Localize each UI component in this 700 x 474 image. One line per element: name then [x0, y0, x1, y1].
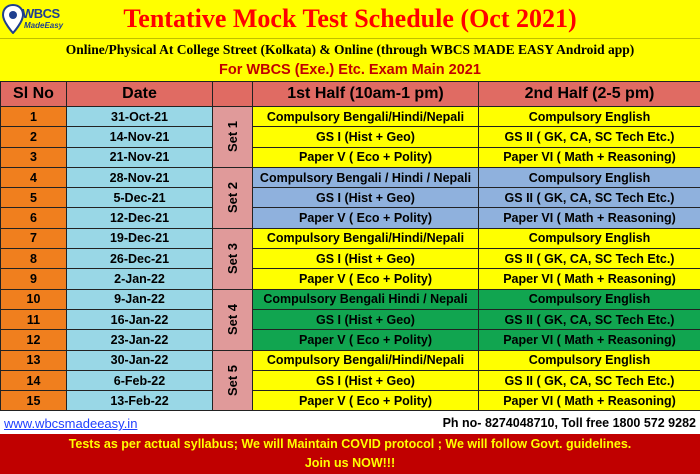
second-half-cell: Paper VI ( Math + Reasoning): [479, 208, 700, 228]
date-cell: 30-Jan-22: [67, 350, 213, 370]
second-half-cell: Compulsory English: [479, 289, 700, 309]
title-band: [0, 0, 700, 38]
sl-no-cell: 8: [1, 249, 67, 269]
sl-no-cell: 15: [1, 391, 67, 411]
set-label: Set 5: [224, 364, 240, 397]
header-first-half: 1st Half (10am-1 pm): [253, 82, 479, 107]
set-label-cell: [213, 107, 253, 168]
table-row: [1, 370, 700, 390]
second-half-cell: GS II ( GK, CA, SC Tech Etc.): [479, 309, 700, 329]
date-cell: 21-Nov-21: [67, 147, 213, 167]
second-half-cell: GS II ( GK, CA, SC Tech Etc.): [479, 370, 700, 390]
first-half-cell: Compulsory Bengali / Hindi / Nepali: [253, 167, 479, 187]
sl-no-cell: 6: [1, 208, 67, 228]
second-half-cell: GS II ( GK, CA, SC Tech Etc.): [479, 127, 700, 147]
set-label: Set 1: [224, 121, 240, 153]
first-half-cell: Compulsory Bengali/Hindi/Nepali: [253, 350, 479, 370]
sl-no-cell: 11: [1, 309, 67, 329]
sl-no-cell: 3: [1, 147, 67, 167]
second-half-cell: Paper VI ( Math + Reasoning): [479, 269, 700, 289]
table-row: [1, 391, 700, 411]
table-row: [1, 208, 700, 228]
second-half-cell: Paper VI ( Math + Reasoning): [479, 330, 700, 350]
date-cell: 9-Jan-22: [67, 289, 213, 309]
second-half-cell: Paper VI ( Math + Reasoning): [479, 391, 700, 411]
first-half-cell: Compulsory Bengali/Hindi/Nepali: [253, 228, 479, 248]
table-header-row: [1, 82, 700, 107]
date-cell: 2-Jan-22: [67, 269, 213, 289]
date-cell: 16-Jan-22: [67, 309, 213, 329]
first-half-cell: GS I (Hist + Geo): [253, 127, 479, 147]
date-cell: 19-Dec-21: [67, 228, 213, 248]
table-row: [1, 228, 700, 248]
set-label-cell: [213, 167, 253, 228]
sl-no-cell: 2: [1, 127, 67, 147]
first-half-cell: Paper V ( Eco + Polity): [253, 147, 479, 167]
set-label-cell: [213, 289, 253, 350]
set-label-cell: [213, 228, 253, 289]
table-row: [1, 167, 700, 187]
website-link[interactable]: www.wbcsmadeeasy.in: [4, 416, 138, 431]
sl-no-cell: 14: [1, 370, 67, 390]
date-cell: 26-Dec-21: [67, 249, 213, 269]
header-set: [213, 82, 253, 107]
second-half-cell: Compulsory English: [479, 228, 700, 248]
exam-name: For WBCS (Exe.) Etc. Exam Main 2021: [0, 60, 700, 81]
date-cell: 5-Dec-21: [67, 188, 213, 208]
schedule-table: [0, 81, 700, 411]
date-cell: 28-Nov-21: [67, 167, 213, 187]
table-body: [1, 107, 700, 411]
first-half-cell: Paper V ( Eco + Polity): [253, 208, 479, 228]
subtitle: Online/Physical At College Street (Kolkata) & Online (through WBCS MADE EASY Android app): [0, 38, 700, 60]
date-cell: 31-Oct-21: [67, 107, 213, 127]
first-half-cell: Compulsory Bengali/Hindi/Nepali: [253, 107, 479, 127]
date-cell: 13-Feb-22: [67, 391, 213, 411]
second-half-cell: Compulsory English: [479, 107, 700, 127]
sl-no-cell: 12: [1, 330, 67, 350]
set-label-cell: [213, 350, 253, 411]
header-sl-no: Sl No: [1, 82, 67, 107]
table-row: [1, 147, 700, 167]
sl-no-cell: 4: [1, 167, 67, 187]
table-row: [1, 107, 700, 127]
second-half-cell: Paper VI ( Math + Reasoning): [479, 147, 700, 167]
sl-no-cell: 7: [1, 228, 67, 248]
first-half-cell: Compulsory Bengali Hindi / Nepali: [253, 289, 479, 309]
date-cell: 12-Dec-21: [67, 208, 213, 228]
header-date: Date: [67, 82, 213, 107]
contact-row: [0, 414, 700, 434]
table-row: [1, 127, 700, 147]
second-half-cell: GS II ( GK, CA, SC Tech Etc.): [479, 249, 700, 269]
second-half-cell: GS II ( GK, CA, SC Tech Etc.): [479, 188, 700, 208]
table-row: [1, 330, 700, 350]
table-row: [1, 188, 700, 208]
phone-info: Ph no- 8274048710, Toll free 1800 572 9282: [442, 416, 696, 430]
set-label: Set 2: [224, 182, 240, 214]
first-half-cell: GS I (Hist + Geo): [253, 249, 479, 269]
second-half-cell: Compulsory English: [479, 167, 700, 187]
second-half-cell: Compulsory English: [479, 350, 700, 370]
table-row: [1, 249, 700, 269]
first-half-cell: Paper V ( Eco + Polity): [253, 269, 479, 289]
table-row: [1, 350, 700, 370]
page-title: Tentative Mock Test Schedule (Oct 2021): [123, 4, 577, 33]
set-label: Set 3: [224, 243, 240, 275]
first-half-cell: GS I (Hist + Geo): [253, 370, 479, 390]
cta-band: Join us NOW!!!: [0, 454, 700, 474]
header-second-half: 2nd Half (2-5 pm): [479, 82, 700, 107]
note-band: Tests as per actual syllabus; We will Maintain COVID protocol ; We will follow Govt. guidelines.: [0, 434, 700, 454]
date-cell: 23-Jan-22: [67, 330, 213, 350]
sl-no-cell: 13: [1, 350, 67, 370]
set-label: Set 4: [224, 304, 240, 336]
sl-no-cell: 9: [1, 269, 67, 289]
first-half-cell: Paper V ( Eco + Polity): [253, 391, 479, 411]
logo-subtext: MadeEasy: [24, 21, 64, 30]
table-row: [1, 309, 700, 329]
first-half-cell: Paper V ( Eco + Polity): [253, 330, 479, 350]
first-half-cell: GS I (Hist + Geo): [253, 309, 479, 329]
date-cell: 6-Feb-22: [67, 370, 213, 390]
date-cell: 14-Nov-21: [67, 127, 213, 147]
sl-no-cell: 1: [1, 107, 67, 127]
table-row: [1, 269, 700, 289]
sl-no-cell: 5: [1, 188, 67, 208]
first-half-cell: GS I (Hist + Geo): [253, 188, 479, 208]
table-row: [1, 289, 700, 309]
logo-text: WBCS: [22, 6, 60, 21]
sl-no-cell: 10: [1, 289, 67, 309]
